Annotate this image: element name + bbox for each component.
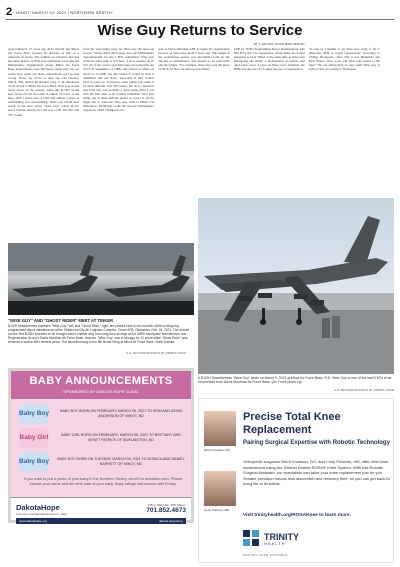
b52-aircraft-illustration [198, 198, 394, 374]
dakota-hope-contact [146, 504, 186, 515]
article-body [8, 47, 380, 198]
knee-ad-subtitle: Pairing Surgical Expertise with Robotic Technology [243, 440, 390, 446]
page-folio [6, 6, 394, 18]
trinity-tagline: MAKING HOPE POSSIBLE [243, 553, 288, 557]
trinity-mark-icon [243, 530, 261, 548]
baby-announcement-2 [19, 427, 187, 449]
dakota-hope-website: www.dakotahope.org [19, 519, 48, 523]
doctor-portrait-knudson [204, 411, 236, 446]
dakota-hope-name: DakotaHope [16, 502, 60, 512]
dakota-hope-web-bar [16, 518, 186, 524]
tinker-photo-caption: B-52H Stratofortress bombers "Wise Guy," left, and "Ghost Rider," right, are parked next to one another while undergoing programmed depot maintenance at the Oklahoma City Air Logistics Complex, Tinker AFB, Oklahoma, Feb. 26, 2021. The aircraft are the first B-52H bombers to be brought back to active duty from long-term storage at the 309th Aerospace Maintenance and Regeneration Group's Davis-Monthan Air Force Base, Arizona. "Wise Guy" was in storage for 10 years while "Ghost Rider" was returned to active after several years. The aircraft belong to the 5th Bomb Wing at Minot Air Force Base, North Dakota. [8, 324, 190, 344]
baby-ad-header [11, 371, 191, 399]
main-photo-caption: A B-52H Stratofortress "Wise Guy" lands on March 9, 2021 at Minot Air Force Base, N.D. Wise Guy is one of the last B-52's to be resurrected from Davis-Monthan Air Force Base. (Air Force photo by) [198, 376, 392, 385]
knee-ad-body: Orthopedic surgeons Brent Knudson, DO, and Cody Pehrson, MD, offer total knee replacement using the Zimmer Biomet ROSA® Knee System. With this Robotic Surgical Assistant, our specialists can tailor your knee replacement just for you. Greater precision means less discomfort and recovery time, so you can get back to living life to its fullest. [243, 459, 390, 487]
baby-announcement-1 [19, 403, 187, 425]
article-byline: BY T. WILSON, NORTHERN SENTRY [253, 42, 305, 46]
trinity-wordmark: TRINITY [264, 531, 299, 542]
doctor-name-pehrson: Cody Pehrson, MD [204, 508, 230, 512]
tinker-aircraft-illustration [8, 243, 194, 315]
article-column-1: Approximately 13 years ago B-52 60-034 left Minot Air Force Base, headed for Arizona as part of a reduction in forces. The rumbles of airframes that had the same destiny as Wise Guy numbered to become the Maintenance Organization group. Minot Air Force Base. Expectations were that these planes may not see active duty again, but those expectations were proven wrong. Never say never as they say. On Tuesday, March 16th, almost 40 minutes early of an announced 13:30 arrival at Minot Air Force Base, Wise Guy would touch down on the runway when this B-52H would have flown for the first time in almost 20 years, at the base. With a fresh coat of paint and almost 3 years of refurbishing and modernizing, Wise Guy would now enroll in the once active "Stew bars" where B-52's stood sentinel during the cold war of the late 60's and 70's. Aside [8, 47, 80, 117]
baby-announcement-text: BABY BOY BORN ON FEBRUARY, MARCH 05, 2021 TO ERIN AND DEVIN ANDERSON OF MINOT, ND [60, 409, 182, 418]
doctor-portrait-pehrson [204, 471, 236, 506]
article-column-4: AFB for TDM (Programmed Depot Maintenance). The first B-52 that was regenerated, Ghost Rider. Its closest happened to be at Tinker at the same time as Wise Guy undergoing the PDM, a maintenance procedure that takes place every 4 years. In Wise Guy's situation, the PDM was the end of a 3-stage process of regeneration. [233, 47, 305, 72]
main-photo-credit: U.S. AIR FORCE PHOTO BY CMSGT ANON [333, 388, 394, 392]
folio-rule [6, 19, 394, 20]
baby-boy-badge: Baby Boy [19, 452, 49, 472]
dakota-hope-tagline: Free and Confidential Pregnancy Help [16, 511, 67, 516]
trinity-health-wordmark: HEALTH [264, 540, 286, 546]
dakota-hope-logo [16, 503, 67, 516]
baby-announcement-text: BABY BOY BORN ON TUESDAY, MARCH 09, 2021 TO JESSICA AND DANIEL BARRETT OF MINOT, ND [57, 457, 185, 466]
article-column-3: sent to Davis-Monthan AFB to begin the regeneration process on Wise Guy about 2 years ago. The length of the reclamation period was determined both by the amount of maintenance that needed to be performed and the budget. "For example, Wise Guy took the place of the B-52 that was destroyed at Tinker [158, 47, 230, 72]
baby-announcement-text: BABY GIRL BORN ON FEBRUARY, MARCH 06, 2021 TO BRITTANY AND WYATT PATRICK OF BURLINGTON, ND [61, 433, 181, 442]
dakota-hope-address: 315 S. Main Ste. 205, Minot [147, 502, 185, 507]
baby-ad-subtitle: SPONSORED BY DAKOTA HOPE CLINIC [63, 389, 139, 394]
baby-boy-badge: Baby Boy [19, 404, 49, 424]
knee-replacement-ad [198, 398, 394, 563]
folio-text: MINOT, MARCH 19, 2021 | NORTHERN SENTRY [16, 9, 114, 15]
tinker-hangar-photo [8, 243, 194, 315]
trinity-health-logo [243, 530, 299, 548]
dakota-hope-sponsor [11, 497, 191, 520]
dakota-hope-social: dakota.pregnancy [159, 519, 183, 523]
page-number: 2 [6, 6, 13, 18]
article-headline: Wise Guy Returns to Service [97, 22, 303, 39]
article-column-5: "It took us 3 months to get Wise Guy ready to fly to Barksdale AFB to begin regeneration" according to CMSgt Thompson, "after that it was Barksdale and then Tinker." How soon will Wise Guy return to the fleet? 'We are anticipating 21 days until Wise Guy is back on line' according to Thompson. [308, 47, 380, 72]
tinker-photo-title: "WISE GUY" AND "GHOST RIDER" MEET AT TINKER [8, 318, 114, 323]
dakota-hope-phone: 701.852.4673 [146, 507, 186, 515]
baby-ad-footer: If you want to put a photo of your baby in the Northern Sentry, send it to minotdhc.com. Please include your name and the birth date of your baby. Baby ratings will resume with Friday. [23, 477, 183, 486]
doctor-name-knudson: Brent Knudson, DO [204, 448, 231, 452]
baby-announcement-3 [19, 451, 187, 473]
b52-main-photo [198, 198, 394, 374]
knee-ad-title: Precise Total Knee Replacement [243, 411, 341, 436]
knee-ad-website: Visit trinityhealth.org/ROSAKnee to learn more. [243, 513, 351, 518]
tinker-photo-credit: U.S. AIR FORCE PHOTO BY CMSGT ANON [125, 351, 186, 355]
baby-ad-title: BABY ANNOUNCEMENTS [29, 375, 173, 387]
article-column-2: from the welcoming party for Wise Guy the area was secure. "Wing Chiefs McCoskey, now the Maintenance Superintendent for the 5 BW, remembers Wise Guy from the other time it was here. 'I have worked on B-52's all of my career' says McCoskey he joined the Air Force in September of 1988, and arrived at Minot on April 1st of 2000. For McCoskey, it would be hard to remember just one B-52, 'especially if they weren't hard to work on. You know, some planes just seem to be more difficult' says McCoskey, but he is convinced that Wise Guy was probably a 'good plane when it was here the first time' as he couldn't remember Wise Guy being one of those difficult planes to work on. On the flight line to welcome Wise Guy back to Minot was Matt Rose, Thompson of the 5th Aircraft Maintenance Squadron, Chief Thompson was [83, 47, 155, 113]
baby-girl-badge: Baby Girl [19, 428, 49, 448]
baby-announcements-ad [8, 368, 194, 523]
